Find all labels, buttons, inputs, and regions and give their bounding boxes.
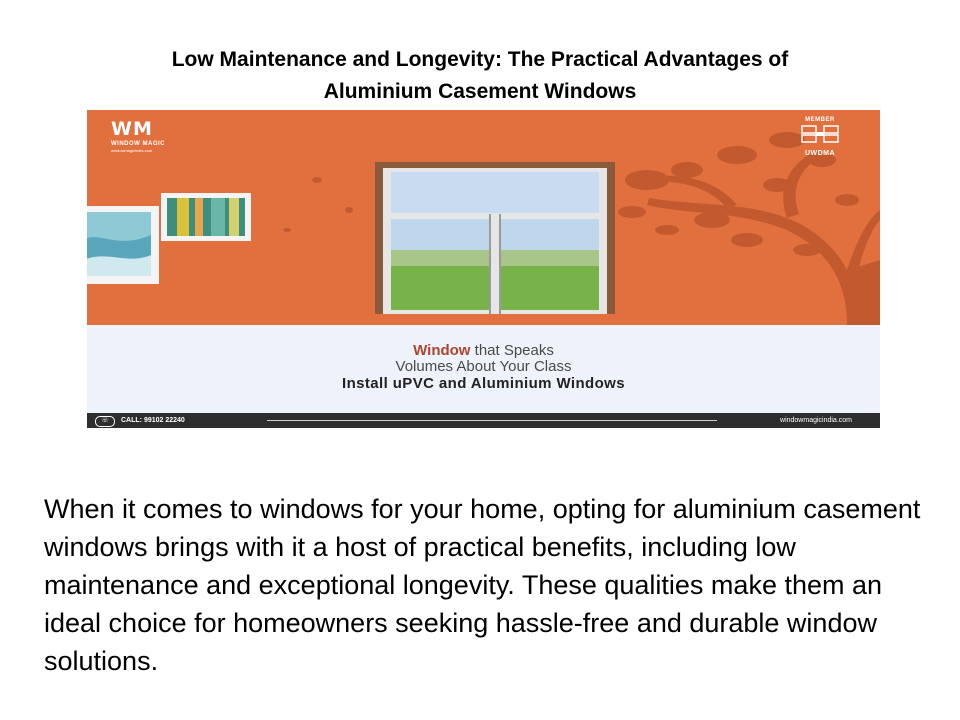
call-number: CALL: 99102 22240 xyxy=(121,417,185,424)
badge-member-label: MEMBER xyxy=(805,117,835,123)
footer-website: windowmagicindia.com xyxy=(780,417,852,424)
window-magic-logo xyxy=(111,118,221,158)
banner-footer-bar xyxy=(87,413,880,428)
body-paragraph: When it comes to windows for your home, opting for aluminium casement windows brings with it a host of practical benefits, including low maintenance and exceptional longevity. These qualities make them an ideal choice for homeowners seeking hassle-free and durable window solutions. xyxy=(44,494,921,676)
tagline-highlight: Window xyxy=(413,342,471,359)
logo-url: windowmagicindia.com xyxy=(111,148,153,153)
footer-divider xyxy=(267,420,717,421)
logo-name: WINDOW MAGIC xyxy=(111,141,165,147)
uwdma-member-badge xyxy=(785,116,855,158)
wall-painting-blue xyxy=(87,206,159,284)
tagline-line-3: Install uPVC and Aluminium Windows xyxy=(342,375,625,392)
banner-artwork xyxy=(87,110,880,325)
banner-tagline xyxy=(87,325,880,413)
tagline-line-1-rest: that Speaks xyxy=(470,342,554,359)
uwdma-emblem-icon xyxy=(800,124,840,144)
casement-window xyxy=(375,162,615,314)
phone-icon: ☏ xyxy=(95,416,115,427)
badge-org: UWDMA xyxy=(804,150,836,157)
promo-banner-image xyxy=(87,110,880,428)
slide-title: Low Maintenance and Longevity: The Practical Advantages of Aluminium Casement Windows xyxy=(171,48,789,103)
tagline-line-1 xyxy=(87,342,880,359)
wall-painting-abstract xyxy=(161,193,251,241)
logo-mark: WM xyxy=(111,118,153,140)
tagline-line-2: Volumes About Your Class xyxy=(395,358,572,375)
